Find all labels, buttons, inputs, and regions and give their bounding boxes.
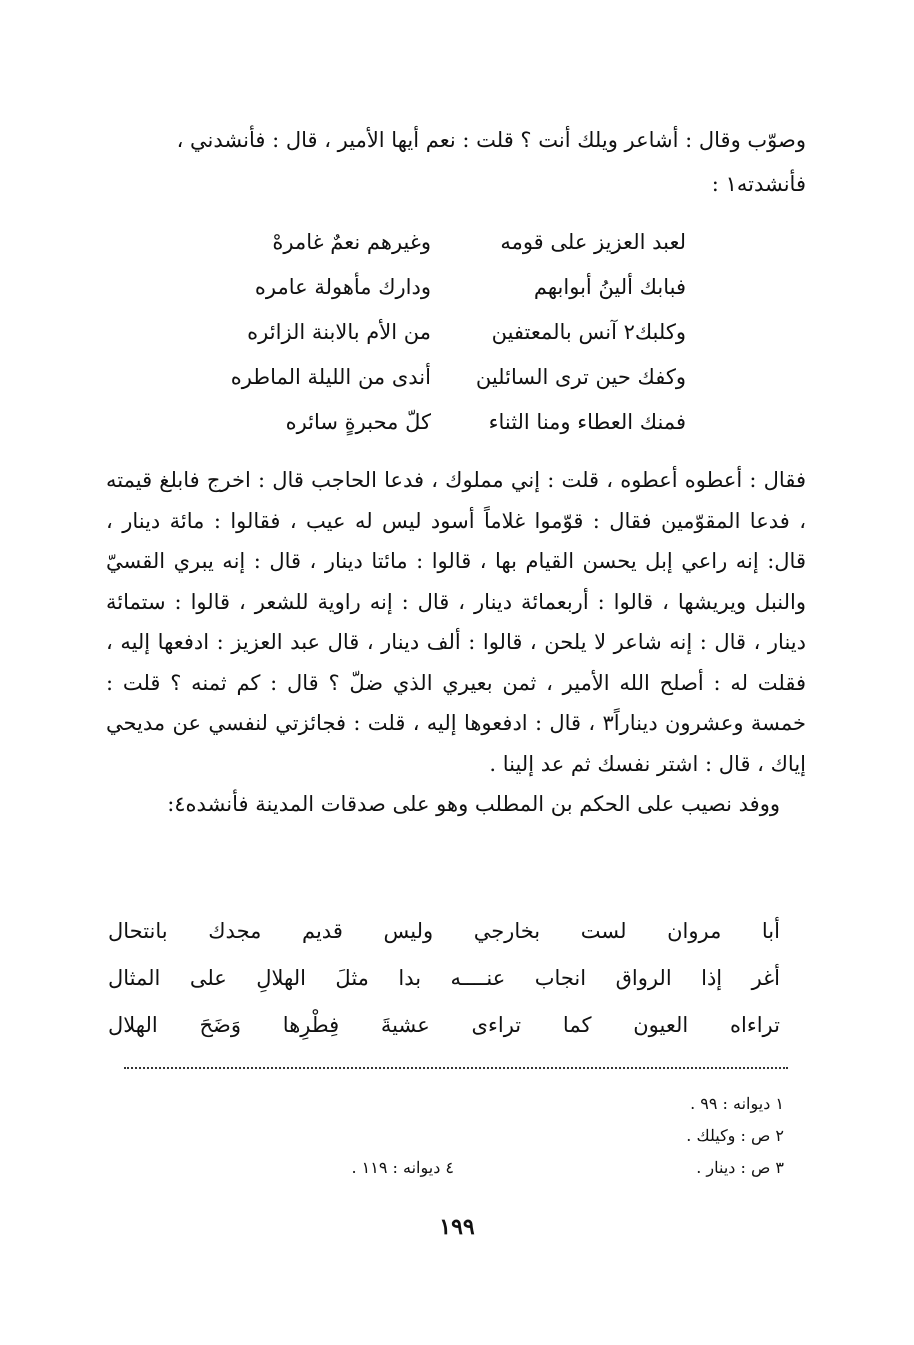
footnotes: [124, 1088, 784, 1184]
verse-first-hemistich: وكفك حين ترى السائلين: [475, 365, 686, 389]
poem-verse: تراءاه العيون كما تراءى عشيةَ فِطْرِها وَضَحَ الهلال: [108, 1013, 780, 1037]
poem-verse: [206, 355, 686, 400]
poem-block-1: [206, 220, 686, 445]
verse-first-hemistich: لعبد العزيز على قومه: [500, 230, 686, 254]
poem-verse: [206, 310, 686, 355]
verse-first-hemistich: فبابك ألينُ أبوابهم: [533, 275, 686, 299]
prose-paragraph-1: فقال : أعطوه أعطوه ، قلت : إني مملوك ، فدعا الحاجب قال : اخرج فابلغ قيمته ، فدعا المقوّمين فقال : قوّموا غلاماً أسود ليس له عيب ، فقالوا : مائة دينار ، قال: إنه راعي إبل يحسن القيام بها ، قالوا : مائتا دينار ، قال : إنه يبري القسيّ والنبل ويريشها ، قالوا : أربعمائة دينار ، قال : إنه راوية للشعر ، قالوا : ستمائة دينار ، قال : إنه شاعر لا يلحن ، قالوا : ألف دينار ، قال عبد العزيز : ادفعها إليه ، فقلت له : أصلح الله الأمير ، ثمن بعيري الذي ضلّ ؟ قال : كم ثمنه ؟ قلت : خمسة وعشرون ديناراً٣ ، قال : ادفعوها إليه ، قلت : فجائزتي لنفسي عن مديحي إياك ، قال : اشتر نفسك ثم عد إلينا .: [106, 468, 806, 776]
prose-paragraph-2: ووفد نصيب على الحكم بن المطلب وهو على صدقات المدينة فأنشده٤:: [167, 792, 780, 816]
intro-line-1: وصوّب وقال : أشاعر ويلك أنت ؟ قلت : نعم أيها الأمير ، قال : فأنشدني ،: [176, 128, 806, 152]
prose-text: [106, 460, 806, 825]
footnote-3: ٣ ص : دينار .: [696, 1158, 784, 1177]
poem-block-2: [108, 908, 780, 1049]
footnote-2: ٢ ص : وكيلك .: [686, 1126, 784, 1145]
poem-verse: [206, 400, 686, 445]
verse-first-hemistich: وكلبك٢ آنس بالمعتفين: [491, 320, 686, 344]
footnote-divider: [124, 1067, 788, 1069]
intro-text: [106, 118, 806, 206]
intro-line-2: فأنشدته١ :: [711, 172, 806, 196]
poem-verse: أبا مروان لست بخارجي وليس قديم مجدك بانتحال: [108, 919, 780, 943]
poem-verse: [206, 220, 686, 265]
page-number: ١٩٩: [439, 1214, 475, 1240]
poem-verse: [206, 265, 686, 310]
verse-second-hemistich: ودارك مأهولة عامره: [254, 275, 431, 299]
footnote-1: ١ ديوانه : ٩٩ .: [690, 1094, 784, 1113]
footnote-4: ٤ ديوانه : ١١٩ .: [351, 1158, 454, 1177]
verse-second-hemistich: أندى من الليلة الماطره: [230, 365, 431, 389]
verse-second-hemistich: كلّ محبرةٍ سائره: [285, 410, 431, 434]
verse-second-hemistich: من الأم بالابنة الزائره: [247, 320, 431, 344]
verse-second-hemistich: وغيرهم نعمٌ غامرهْ: [272, 230, 431, 254]
poem-verse: أغر إذا الرواق انجاب عنــــه بدا مثلَ الهلالِ على المثال: [108, 966, 780, 990]
verse-first-hemistich: فمنك العطاء ومنا الثناء: [488, 410, 686, 434]
